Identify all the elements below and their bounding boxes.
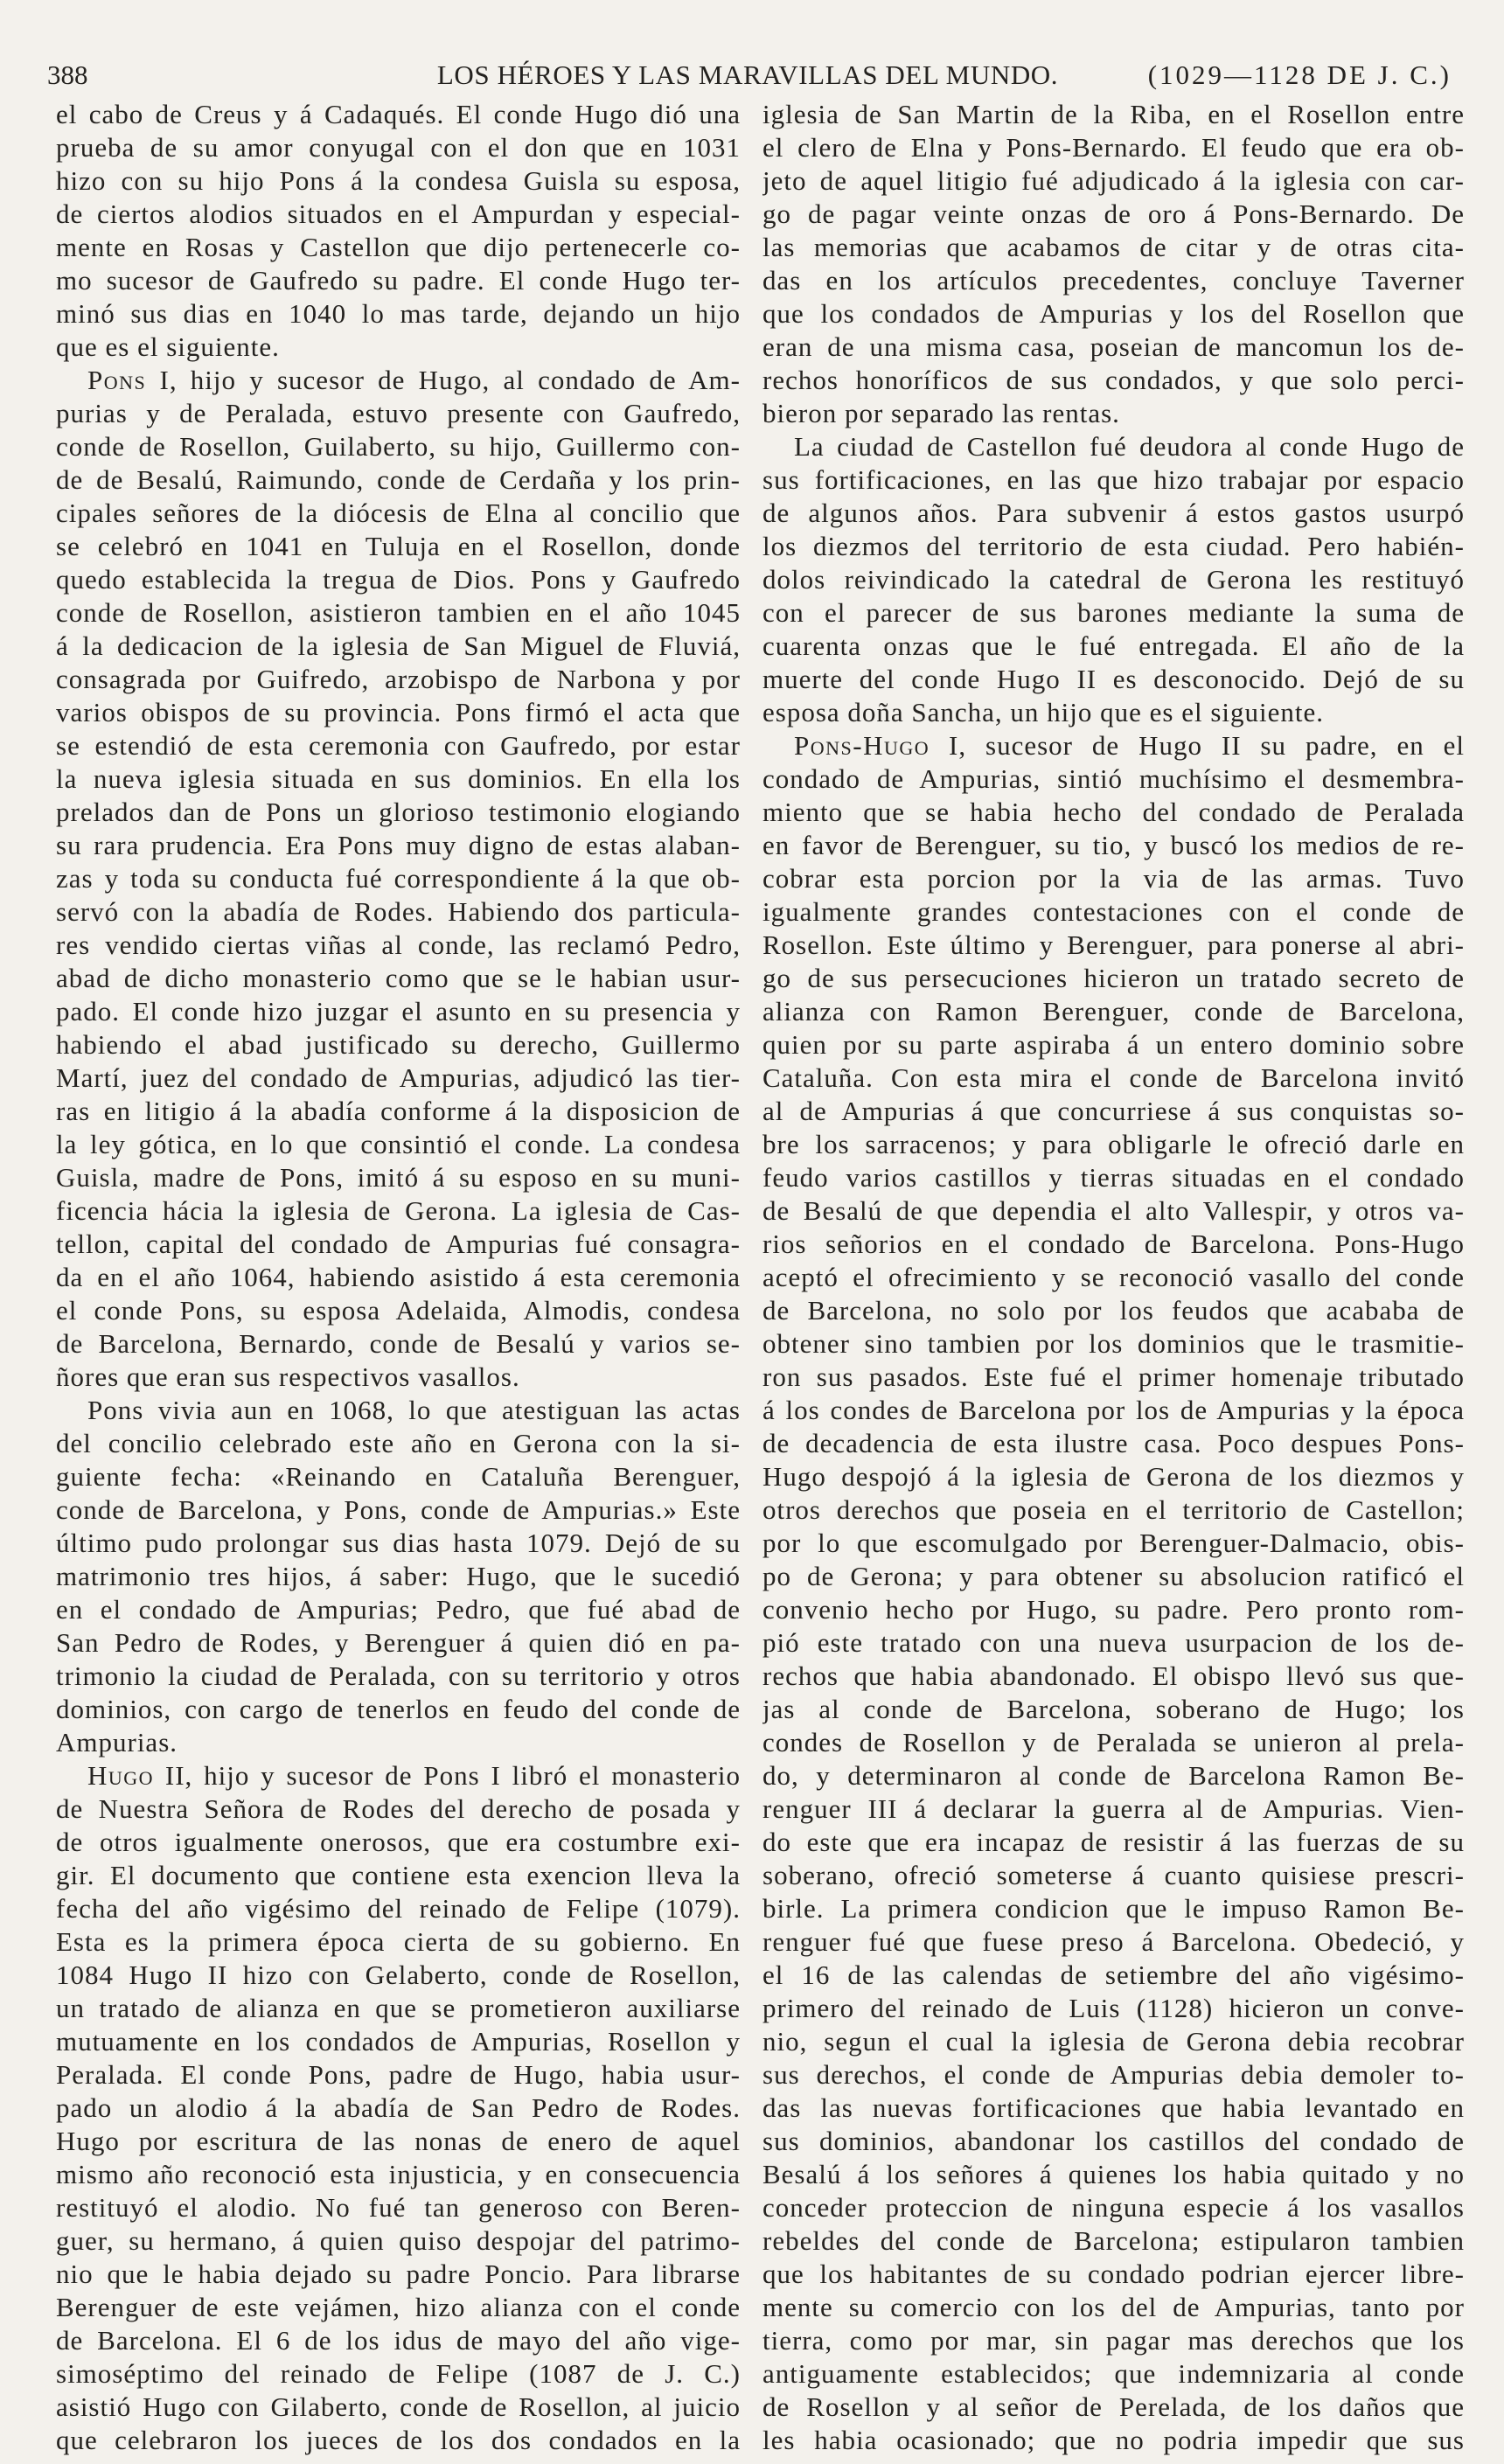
text-line: bieron por separado las rentas. (762, 398, 1120, 428)
text-line: miento que se habia hecho del condado de Peralada (762, 797, 1465, 827)
text-line: Berenguer de este vejámen, hizo alianza con el conde (56, 2292, 741, 2322)
text-line: mo sucesor de Gaufredo su padre. El conde Hugo ter- (56, 265, 741, 296)
text-line: la nueva iglesia situada en sus dominios. En ella los (56, 763, 741, 794)
date-range: (1029—1128 DE J. C.) (1147, 59, 1452, 90)
text-line: nio, segun el cual la iglesia de Gerona debia recobrar (762, 2026, 1465, 2057)
text-line: jeto de aquel litigio fué adjudicado á la iglesia con car- (762, 165, 1465, 196)
text-line: go de pagar veinte onzas de oro á Pons-Bernardo. De (762, 198, 1465, 229)
text-line: dolos reivindicado la catedral de Gerona les restituyó (762, 564, 1465, 595)
text-line: de decadencia de esta ilustre casa. Poco despues Pons- (762, 1428, 1465, 1458)
text-line: rios señorios en el condado de Barcelona. Pons-Hugo (762, 1229, 1465, 1259)
text-line: bre los sarracenos; y para obligarle le ofreció darle en (762, 1129, 1465, 1159)
text-line: guiente fecha: «Reinando en Cataluña Berenguer, (56, 1461, 741, 1492)
text-line: matrimonio tres hijos, á saber: Hugo, que le sucedió (56, 1561, 741, 1591)
text-line: antiguamente establecidos; que indemnizaria al conde (762, 2358, 1465, 2389)
text-line: se estendió de esta ceremonia con Gaufredo, por estar (56, 730, 741, 761)
text-line: muerte del conde Hugo II es desconocido. Dejó de su (762, 664, 1465, 694)
text-line: á los condes de Barcelona por los de Ampurias y la época (762, 1395, 1465, 1425)
text-line: el cabo de Creus y á Cadaqués. El conde Hugo dió una (56, 99, 741, 129)
text-line: conde de Rosellon, asistieron tambien en el año 1045 (56, 597, 741, 628)
running-title: LOS HÉROES Y LAS MARAVILLAS DEL MUNDO. (436, 59, 1059, 90)
text-line: go de sus persecuciones hicieron un tratado secreto de (762, 963, 1465, 993)
paragraph-lead-name: Pons-Hugo (794, 730, 930, 761)
text-line: del concilio celebrado este año en Gerona con la si- (56, 1428, 741, 1458)
text-line: quien por su parte aspiraba á un entero dominio sobre (762, 1029, 1465, 1060)
paragraph-lead-name: Hugo (87, 1760, 155, 1791)
text-line: obtener sino tambien por los dominios que le trasmitie- (762, 1328, 1465, 1359)
text-line: Guisla, madre de Pons, imitó á su esposo en su muni- (56, 1162, 741, 1193)
text-line: mente su comercio con los del de Ampurias, tanto por (762, 2292, 1465, 2322)
text-line: aceptó el ofrecimiento y se reconoció vasallo del conde (762, 1262, 1465, 1292)
text-line: gir. El documento que contiene esta exencion lleva la (56, 1860, 741, 1890)
text-line: mente en Rosas y Castellon que dijo pertenecerle co- (56, 232, 741, 262)
text-line: fecha del año vigésimo del reinado de Felipe (1079). (56, 1893, 741, 1924)
text-line: que celebraron los jueces de los dos condados en la (56, 2425, 741, 2455)
text-line: las memorias que acabamos de citar y de otras cita- (762, 232, 1465, 262)
text-line: quedo establecida la tregua de Dios. Pons y Gaufredo (56, 564, 741, 595)
text-line: das en los artículos precedentes, concluye Taverner (762, 265, 1465, 296)
text-line: ñores que eran sus respectivos vasallos. (56, 1361, 520, 1392)
text-line: jas al conde de Barcelona, soberano de Hugo; los (762, 1694, 1465, 1724)
text-line: por lo que escomulgado por Berenguer-Dalmacio, obis- (762, 1528, 1465, 1558)
text-line: asistió Hugo con Gilaberto, conde de Rosellon, al juicio (56, 2391, 741, 2422)
text-line: de algunos años. Para subvenir á estos gastos usurpó (762, 498, 1465, 528)
text-line: hizo con su hijo Pons á la condesa Guisla su esposa, (56, 165, 741, 196)
text-line: cuarenta onzas que le fué entregada. El año de la (762, 630, 1465, 661)
text-line-rest: II, hijo y sucesor de Pons I libró el monasterio (154, 1760, 741, 1791)
text-line: tierra, como por mar, sin pagar mas derechos que los (762, 2325, 1465, 2356)
text-line: guer, su hermano, á quien quiso despojar del patrimo- (56, 2225, 741, 2256)
text-line: de Barcelona. El 6 de los idus de mayo del año vige- (56, 2325, 741, 2356)
text-line: San Pedro de Rodes, y Berenguer á quien dió en pa- (56, 1627, 741, 1658)
text-line: el clero de Elna y Pons-Bernardo. El feudo que era ob- (762, 132, 1465, 163)
text-line: habiendo el abad justificado su derecho, Guillermo (56, 1029, 741, 1060)
text-line: Pons vivia aun en 1068, lo que atestiguan las actas (87, 1395, 741, 1425)
text-line: de Rosellon y al señor de Perelada, de los daños que (762, 2391, 1465, 2422)
text-line (56, 364, 741, 397)
text-line: conde de Barcelona, y Pons, conde de Ampurias.» Este (56, 1494, 741, 1525)
text-line: de Nuestra Señora de Rodes del derecho de posada y (56, 1793, 741, 1824)
text-line: de Barcelona, no solo por los feudos que acababa de (762, 1295, 1465, 1326)
text-line: último pudo prolongar sus dias hasta 1079. Dejó de su (56, 1528, 741, 1558)
paragraph-lead-name: Pons (87, 365, 147, 395)
text-line: minó sus dias en 1040 lo mas tarde, dejando un hijo (56, 298, 741, 329)
text-line: con el parecer de sus barones mediante la suma de (762, 597, 1465, 628)
text-line: en favor de Berenguer, su tio, y buscó los medios de re- (762, 830, 1465, 860)
text-line: Martí, juez del condado de Ampurias, adjudicó las tier- (56, 1062, 741, 1093)
text-line: los diezmos del territorio de esta ciudad. Pero habién- (762, 531, 1465, 561)
text-line: trimonio la ciudad de Peralada, con su territorio y otros (56, 1660, 741, 1691)
text-line: zas y toda su conducta fué correspondiente á la que ob- (56, 863, 741, 894)
text-line: se celebró en 1041 en Tuluja en el Rosellon, donde (56, 531, 741, 561)
text-line: otros derechos que poseia en el territorio de Castellon; (762, 1494, 1465, 1525)
text-line: purias y de Peralada, estuvo presente con Gaufredo, (56, 398, 741, 428)
text-line: Ampurias. (56, 1727, 178, 1758)
text-line-rest: I, hijo y sucesor de Hugo, al condado de Am- (146, 365, 741, 395)
text-line: res vendido ciertas viñas al conde, las reclamó Pedro, (56, 929, 741, 960)
text-line: esposa doña Sancha, un hijo que es el siguiente. (762, 697, 1325, 727)
text-line: iglesia de San Martin de la Riba, en el Rosellon entre (762, 99, 1465, 129)
text-line: po de Gerona; y para obtener su absolucion ratificó el (762, 1561, 1465, 1591)
text-line: de ciertos alodios situados en el Ampurdan y especial- (56, 198, 741, 229)
text-line: su rara prudencia. Era Pons muy digno de estas alaban- (56, 830, 741, 860)
left-column (56, 98, 741, 2457)
text-line: conceder proteccion de ninguna especie á los vasallos (762, 2192, 1465, 2223)
text-line: soberano, ofreció someterse á cuanto quisiese prescri- (762, 1860, 1465, 1890)
text-line: 1084 Hugo II hizo con Gelaberto, conde de Rosellon, (56, 1959, 741, 1990)
text-line: al de Ampurias á que concurriese á sus conquistas so- (762, 1096, 1465, 1126)
text-line: rebeldes del conde de Barcelona; estipularon tambien (762, 2225, 1465, 2256)
text-line: Besalú á los señores á quienes los habia quitado y no (762, 2159, 1465, 2189)
text-line: ron sus pasados. Este fué el primer homenaje tributado (762, 1361, 1465, 1392)
text-line: La ciudad de Castellon fué deudora al conde Hugo de (794, 431, 1465, 462)
text-line: rechos que habia abandonado. El obispo llevó sus que- (762, 1660, 1465, 1691)
right-column (762, 98, 1465, 2457)
text-line: pado un alodio á la abadía de San Pedro de Rodes. (56, 2092, 741, 2123)
text-line: de Barcelona, Bernardo, conde de Besalú y varios se- (56, 1328, 741, 1359)
text-line: abad de dicho monasterio como que se le habian usur- (56, 963, 741, 993)
text-line: da en el año 1064, habiendo asistido á esta ceremonia (56, 1262, 741, 1292)
text-line: igualmente grandes contestaciones con el conde de (762, 896, 1465, 927)
text-line: el conde Pons, su esposa Adelaida, Almodis, condesa (56, 1295, 741, 1326)
text-line: que los condados de Ampurias y los del Rosellon que (762, 298, 1465, 329)
text-line: Peralada. El conde Pons, padre de Hugo, habia usur- (56, 2059, 741, 2090)
text-line: Hugo despojó á la iglesia de Gerona de los diezmos y (762, 1461, 1465, 1492)
text-line: ras en litigio á la abadía conforme á la disposicion de (56, 1096, 741, 1126)
text-line: ficencia hácia la iglesia de Gerona. La iglesia de Cas- (56, 1195, 741, 1226)
text-line: conde de Rosellon, Guilaberto, su hijo, Guillermo con- (56, 431, 741, 462)
text-line: simoséptimo del reinado de Felipe (1087 de J. C.) (56, 2358, 741, 2389)
text-line: que es el siguiente. (56, 331, 280, 362)
text-line: servó con la abadía de Rodes. Habiendo dos particula- (56, 896, 741, 927)
text-line: el 16 de las calendas de setiembre del año vigésimo- (762, 1959, 1465, 1990)
text-line: dominios, con cargo de tenerlos en feudo del conde de (56, 1694, 741, 1724)
text-line: de otros igualmente onerosos, que era costumbre exi- (56, 1827, 741, 1857)
page-number: 388 (47, 59, 88, 90)
text-line: Esta es la primera época cierta de su gobierno. En (56, 1926, 741, 1957)
text-line: en el condado de Ampurias; Pedro, que fué abad de (56, 1594, 741, 1625)
text-line: alianza con Ramon Berenguer, conde de Barcelona, (762, 996, 1465, 1027)
text-line: la ley gótica, en lo que consintió el conde. La condesa (56, 1129, 741, 1159)
text-line: Rosellon. Este último y Berenguer, para ponerse al abri- (762, 929, 1465, 960)
text-line: pió este tratado con una nueva usurpacion de los de- (762, 1627, 1465, 1658)
text-line: restituyó el alodio. No fué tan generoso con Beren- (56, 2192, 741, 2223)
text-line: sus derechos, el conde de Ampurias debia demoler to- (762, 2059, 1465, 2090)
text-line: nio que le habia dejado su padre Poncio. Para librarse (56, 2259, 741, 2289)
text-line: varios obispos de su provincia. Pons firmó el acta que (56, 697, 741, 727)
text-line: consagrada por Guifredo, arzobispo de Narbona y por (56, 664, 741, 694)
text-line: do, y determinaron al conde de Barcelona Ramon Be- (762, 1760, 1465, 1791)
text-line: prelados dan de Pons un glorioso testimonio elogiando (56, 797, 741, 827)
text-line: condado de Ampurias, sintió muchísimo el desmembra- (762, 763, 1465, 794)
text-line: renguer III á declarar la guerra al de Ampurias. Vien- (762, 1793, 1465, 1824)
text-line: pado. El conde hizo juzgar el asunto en su presencia y (56, 996, 741, 1027)
text-line (762, 729, 1465, 762)
text-line: de de Besalú, Raimundo, conde de Cerdaña y los prin- (56, 464, 741, 495)
text-line: birle. La primera condicion que le impuso Ramon Be- (762, 1893, 1465, 1924)
text-line: das las nuevas fortificaciones que habia levantado en (762, 2092, 1465, 2123)
text-line: primero del reinado de Luis (1128) hicieron un conve- (762, 1993, 1465, 2023)
text-line: tellon, capital del condado de Ampurias fué consagra- (56, 1229, 741, 1259)
text-line: cipales señores de la diócesis de Elna al concilio que (56, 498, 741, 528)
text-line-rest: I, sucesor de Hugo II su padre, en el (930, 730, 1465, 761)
text-line: Hugo por escritura de las nonas de enero de aquel (56, 2126, 741, 2156)
text-line: les habia ocasionado; que no podria impedir que sus (762, 2425, 1465, 2455)
text-line: mismo año reconoció esta injusticia, y en consecuencia (56, 2159, 741, 2189)
text-line: feudo varios castillos y tierras situadas en el condado (762, 1162, 1465, 1193)
text-line: convenio hecho por Hugo, su padre. Pero pronto rom- (762, 1594, 1465, 1625)
text-line: sus dominios, abandonar los castillos del condado de (762, 2126, 1465, 2156)
text-line: cobrar esta porcion por la via de las armas. Tuvo (762, 863, 1465, 894)
text-line: renguer fué que fuese preso á Barcelona. Obedeció, y (762, 1926, 1465, 1957)
text-line: que los habitantes de su condado podrian ejercer libre- (762, 2259, 1465, 2289)
text-line: rechos honoríficos de sus condados, y que solo perci- (762, 365, 1465, 395)
text-line: de Besalú de que dependia el alto Vallespir, y otros va- (762, 1195, 1465, 1226)
text-line: condes de Rosellon y de Peralada se unieron al prela- (762, 1727, 1465, 1758)
text-line: prueba de su amor conyugal con el don que en 1031 (56, 132, 741, 163)
text-line: sus fortificaciones, en las que hizo trabajar por espacio (762, 464, 1465, 495)
text-line: á la dedicacion de la iglesia de San Miguel de Fluviá, (56, 630, 741, 661)
text-line: Cataluña. Con esta mira el conde de Barcelona invitó (762, 1062, 1465, 1093)
text-line: eran de una misma casa, poseian de mancomun los de- (762, 331, 1465, 362)
text-line: mutuamente en los condados de Ampurias, Rosellon y (56, 2026, 741, 2057)
text-line: un tratado de alianza en que se prometieron auxiliarse (56, 1993, 741, 2023)
text-line (56, 1759, 741, 1792)
text-line: do este que era incapaz de resistir á las fuerzas de su (762, 1827, 1465, 1857)
